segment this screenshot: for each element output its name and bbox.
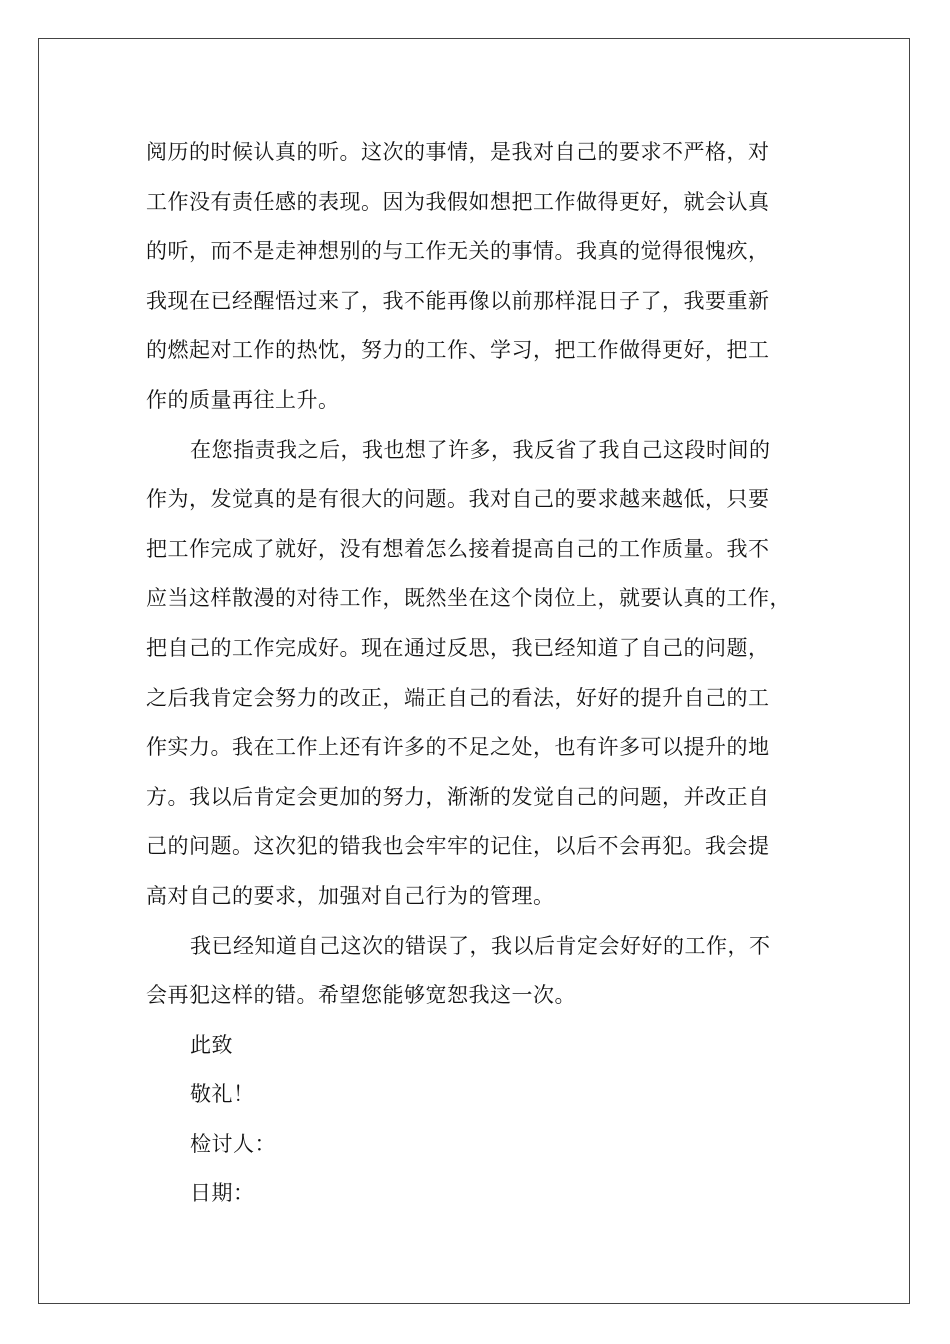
text-line: 己的问题。这次犯的错我也会牢牢的记住，以后不会再犯。我会提 — [146, 834, 770, 859]
text-line: 作的质量再往上升。 — [146, 387, 340, 412]
paragraph-start-line: 在您指责我之后，我也想了许多，我反省了我自己这段时间的 — [190, 437, 771, 462]
paragraph-start-line: 我已经知道自己这次的错误了，我以后肯定会好好的工作，不 — [190, 933, 771, 958]
text-line: 作为，发觉真的是有很大的问题。我对自己的要求越来越低，只要 — [146, 487, 770, 512]
text-line: 把工作完成了就好，没有想着怎么接着提高自己的工作质量。我不 — [146, 536, 770, 561]
text-line: 方。我以后肯定会更加的努力，渐渐的发觉自己的问题，并改正自 — [146, 784, 770, 809]
text-line: 应当这样散漫的对待工作，既然坐在这个岗位上，就要认真的工作， — [146, 586, 791, 611]
closing-salutation: 此致 — [190, 1032, 233, 1057]
text-line: 高对自己的要求，加强对自己行为的管理。 — [146, 883, 555, 908]
text-line: 的听，而不是走神想别的与工作无关的事情。我真的觉得很愧疚， — [146, 239, 770, 264]
text-line: 作实力。我在工作上还有许多的不足之处，也有许多可以提升的地 — [146, 735, 770, 760]
text-line: 阅历的时候认真的听。这次的事情，是我对自己的要求不严格，对 — [146, 140, 770, 164]
text-line: 工作没有责任感的表现。因为我假如想把工作做得更好，就会认真 — [146, 189, 770, 214]
text-line: 之后我肯定会努力的改正，端正自己的看法，好好的提升自己的工 — [146, 685, 770, 710]
text-line: 我现在已经醒悟过来了，我不能再像以前那样混日子了，我要重新 — [146, 288, 770, 313]
text-line: 把自己的工作完成好。现在通过反思，我已经知道了自己的问题， — [146, 635, 770, 660]
text-line: 会再犯这样的错。希望您能够宽恕我这一次。 — [146, 983, 576, 1008]
letter-body — [146, 128, 806, 1219]
signature-label: 检讨人： — [190, 1131, 276, 1156]
date-label: 日期： — [190, 1181, 255, 1206]
closing-regards: 敬礼！ — [190, 1082, 255, 1107]
text-line: 的燃起对工作的热忱，努力的工作、学习，把工作做得更好，把工 — [146, 338, 770, 363]
